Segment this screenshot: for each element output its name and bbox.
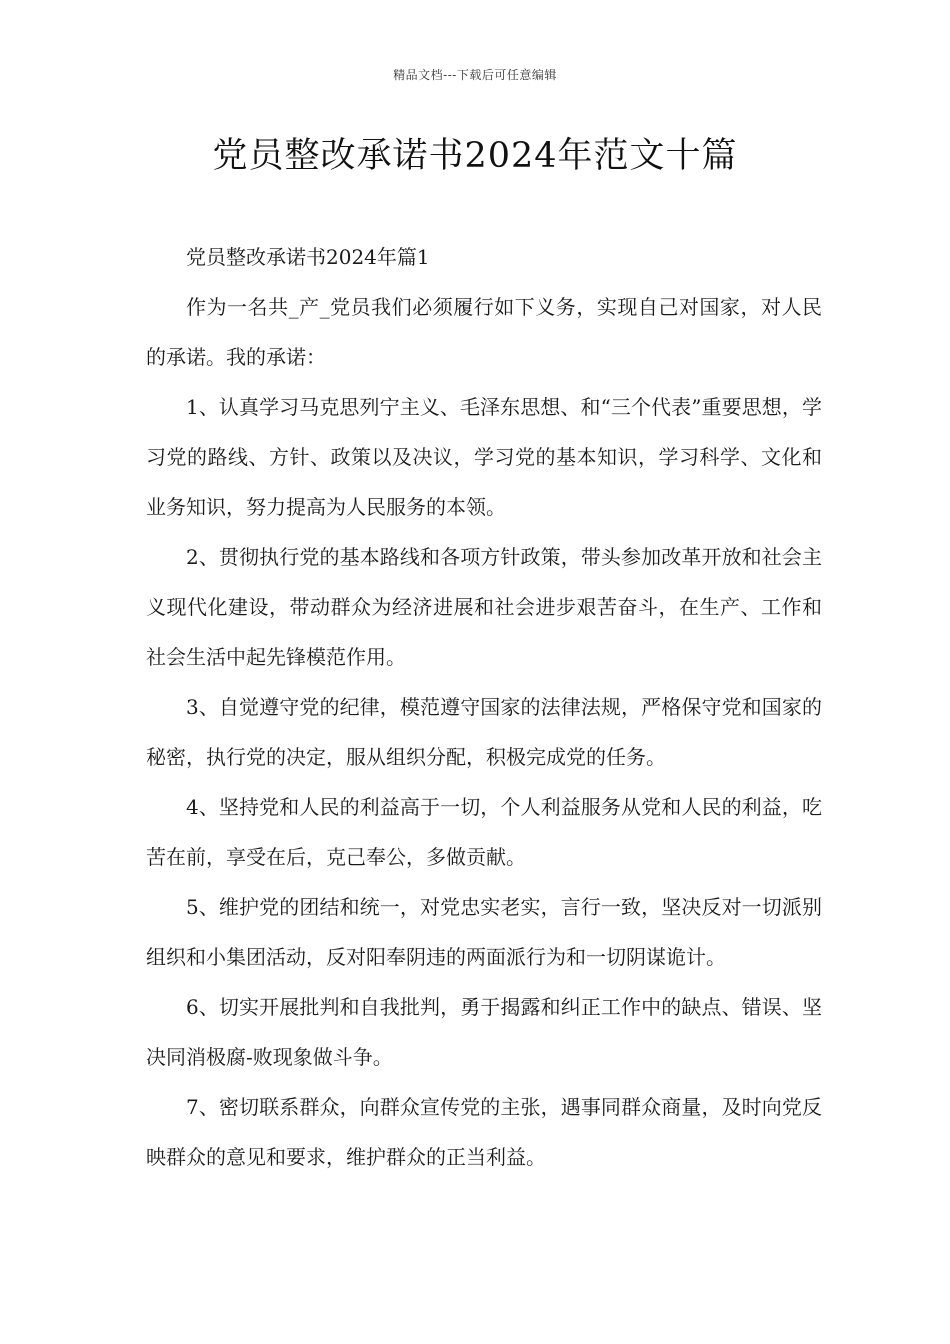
pledge-item-4: 4、坚持党和人民的利益高于一切，个人利益服务从党和人民的利益，吃苦在前，享受在后，克己奉公，多做贡献。 [146,795,822,869]
section-heading: 党员整改承诺书2024年篇1 [186,245,430,269]
pledge-item-2: 2、贯彻执行党的基本路线和各项方针政策，带头参加改革开放和社会主义现代化建设，带动群众为经济进展和社会进步艰苦奋斗，在生产、工作和社会生活中起先锋模范作用。 [146,545,822,669]
pledge-item-5: 5、维护党的团结和统一，对党忠实老实，言行一致，坚决反对一切派别组织和小集团活动，反对阳奉阴违的两面派行为和一切阴谋诡计。 [146,895,822,969]
header-note: 精品文档---下载后可任意编辑 [393,68,557,82]
pledge-item-7: 7、密切联系群众，向群众宣传党的主张，遇事同群众商量，及时向党反映群众的意见和要求，维护群众的正当利益。 [146,1095,822,1169]
pledge-item-1: 1、认真学习马克思列宁主义、毛泽东思想、和“三个代表”重要思想，学习党的路线、方针、政策以及决议，学习党的基本知识，学习科学、文化和业务知识，努力提高为人民服务的本领。 [146,395,822,519]
document-title: 党员整改承诺书2024年范文十篇 [212,136,738,176]
pledge-item-3: 3、自觉遵守党的纪律，模范遵守国家的法律法规，严格保守党和国家的秘密，执行党的决定，服从组织分配，积极完成党的任务。 [146,695,822,769]
intro-paragraph: 作为一名共_产_党员我们必须履行如下义务，实现自己对国家，对人民的承诺。我的承诺： [146,295,822,369]
pledge-item-6: 6、切实开展批判和自我批判，勇于揭露和纠正工作中的缺点、错误、坚决同消极腐-败现象做斗争。 [146,995,822,1069]
document-body [146,232,822,1182]
